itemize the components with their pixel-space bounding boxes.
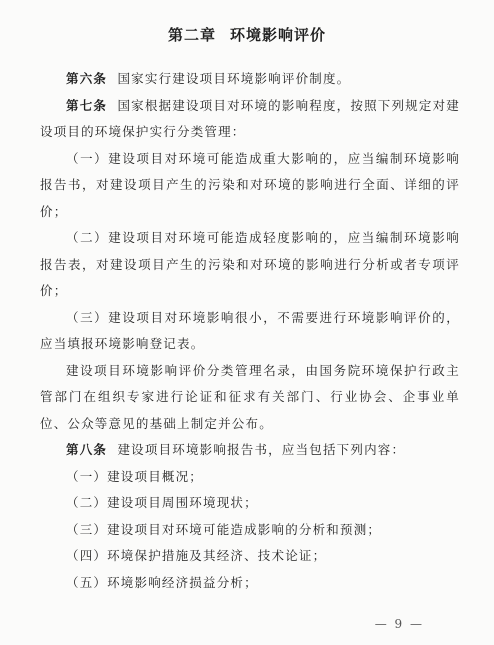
article-8-item-2 [40,490,460,517]
article-text: 国家根据建设项目对环境的影响程度，按照下列规定对建设项目的环境保护实行分类管理： [40,97,460,139]
article-8-item-5 [40,570,460,597]
article-7-note [40,358,460,438]
article-label: 第七条 [66,97,108,113]
paragraph-text: 建设项目环境影响评价分类管理名录，由国务院环境保护行政主管部门在组织专家进行论证和征求有关部门、行业协会、企事业单位、公众等意见的基础上制定并公布。 [40,362,460,431]
article-7-item-3 [40,305,460,358]
article-text: 国家实行建设项目环境影响评价制度。 [117,71,351,86]
article-8 [40,437,460,464]
article-7-item-2 [40,225,460,305]
item-text: （一）建设项目概况； [66,468,204,484]
document-body [40,66,460,596]
item-text: （一）建设项目对环境可能造成重大影响的，应当编制环境影响报告书，对建设项目产生的污染和对环境的影响进行全面、详细的评价； [40,150,460,219]
article-8-item-1 [40,464,460,491]
article-label: 第八条 [66,442,108,457]
item-text: （四）环境保护措施及其经济、技术论证； [66,548,327,563]
chapter-number: 第二章 [167,26,216,44]
item-text: （二）建设项目周围环境现状； [66,495,258,510]
article-8-item-3 [40,517,460,544]
chapter-title: 环境影响评价 [230,26,327,44]
article-7-item-1 [40,146,460,226]
article-8-item-4 [40,543,460,570]
item-text: （三）建设项目对环境影响很小，不需要进行环境影响评价的，应当填报环境影响登记表。 [40,309,460,351]
item-text: （五）环境影响经济损益分析； [66,574,258,590]
item-text: （三）建设项目对环境可能造成影响的分析和预测； [66,521,382,537]
article-label: 第六条 [66,71,108,86]
chapter-heading [0,24,494,45]
article-text: 建设项目环境影响报告书，应当包括下列内容： [117,442,406,457]
page-number: — 9 — [374,617,424,631]
article-7 [40,93,460,146]
item-text: （二）建设项目对环境可能造成轻度影响的，应当编制环境影响报告表，对建设项目产生的污染和对环境的影响进行分析或者专项评价； [40,230,460,298]
article-6 [40,66,460,93]
